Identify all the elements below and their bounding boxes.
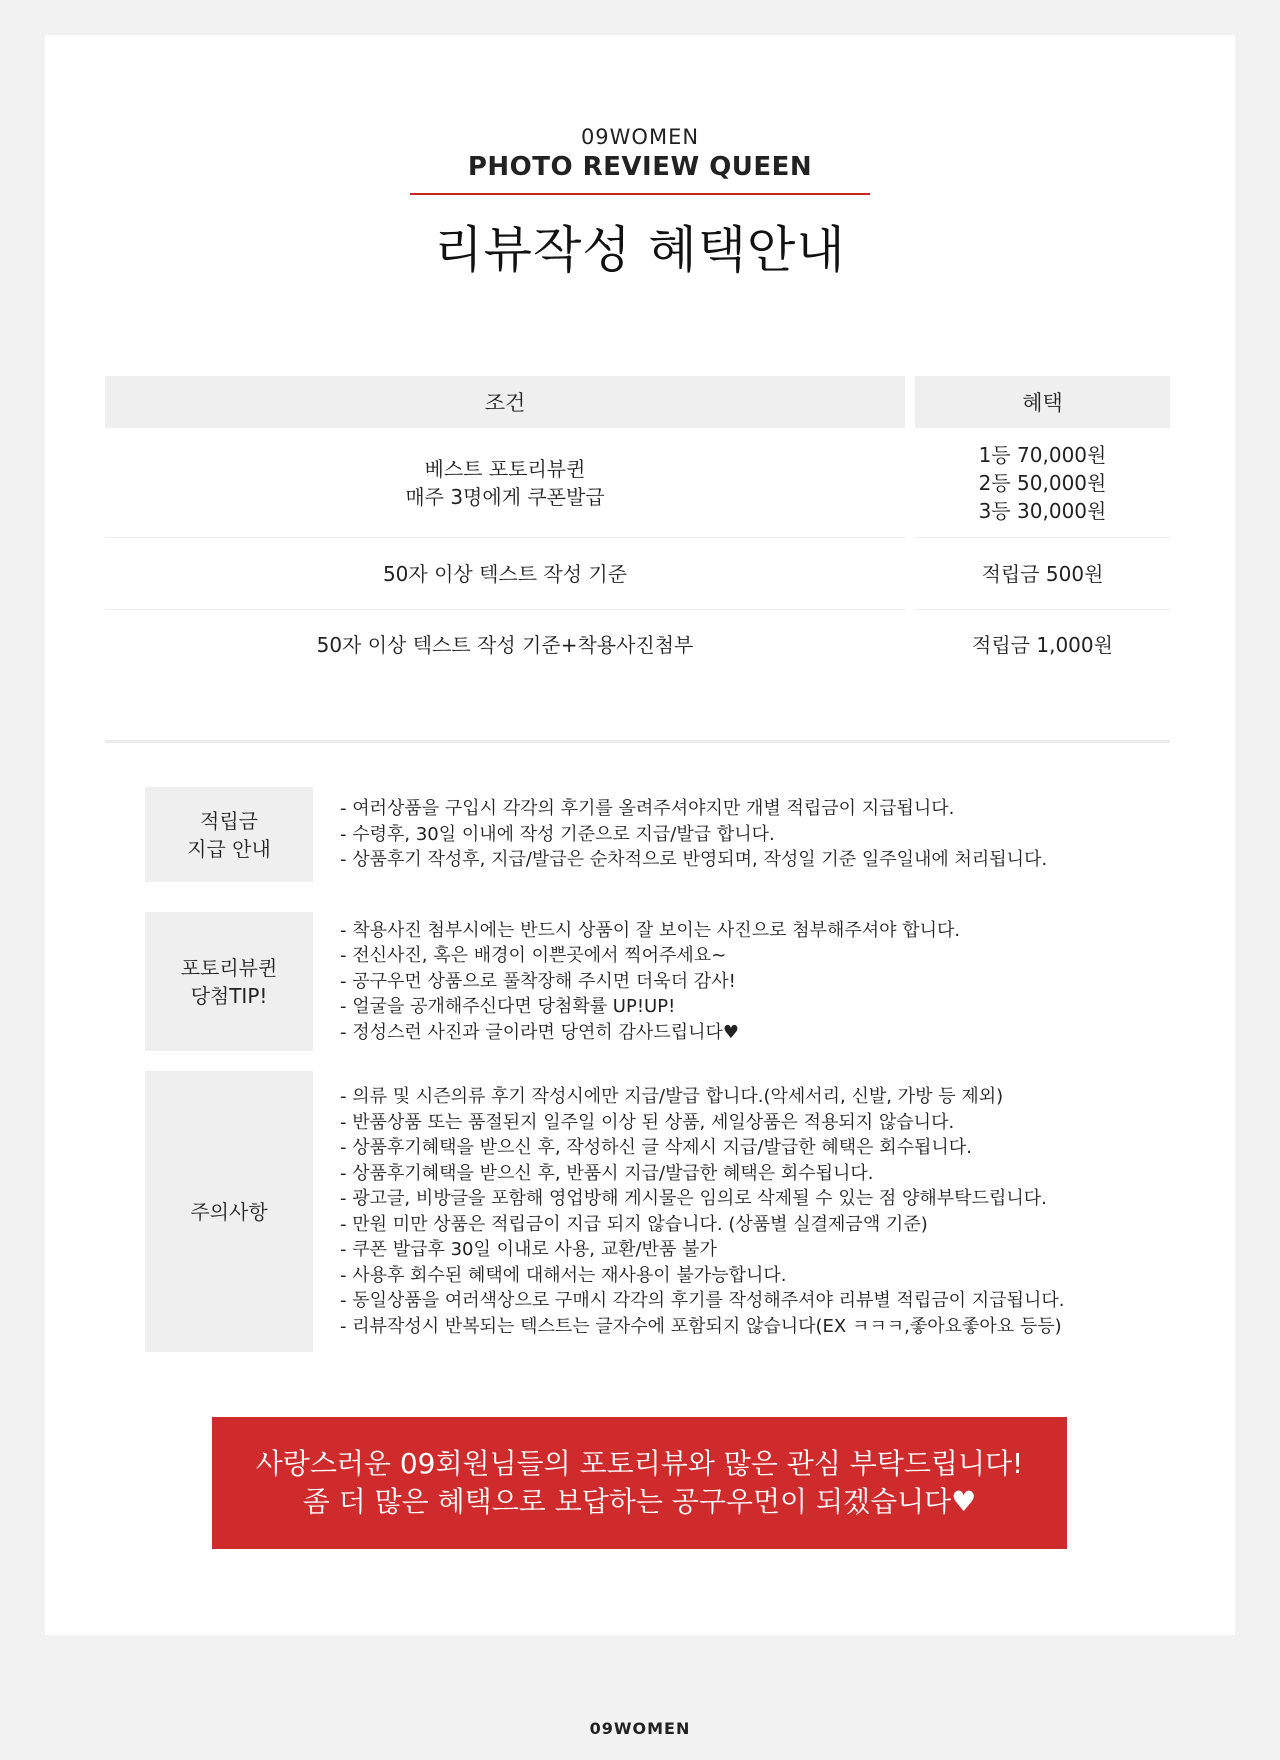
title-divider: [410, 193, 870, 195]
label-line: 주의사항: [190, 1199, 268, 1224]
cell-line: 매주 3명에게 쿠폰발급: [405, 484, 605, 509]
label-line: 지급 안내: [187, 836, 271, 861]
list-item: - 공구우먼 상품으로 풀착장해 주시면 더욱더 감사!: [340, 970, 736, 992]
table-bottom-rule: [105, 740, 1170, 743]
list-item: - 수령후, 30일 이내에 작성 기준으로 지급/발급 합니다.: [340, 823, 775, 845]
list-item: - 전신사진, 혹은 배경이 이쁜곳에서 찍어주세요~: [340, 945, 727, 967]
footer-brand: 09WOMEN: [589, 1719, 691, 1738]
cell-line: 적립금 1,000원: [972, 633, 1113, 657]
cell-line: 적립금 500원: [981, 561, 1104, 586]
list-item: - 상품후기혜택을 받으신 후, 반품시 지급/발급한 혜택은 회수됩니다.: [340, 1162, 874, 1184]
banner-line: 좀 더 많은 혜택으로 보답하는 공구우먼이 되겠습니다♥: [302, 1485, 977, 1518]
list-item: - 쿠폰 발급후 30일 이내로 사용, 교환/반품 불가: [340, 1239, 717, 1260]
table-cell-condition: [105, 428, 905, 537]
banner-line: 사랑스러운 09회원님들의 포토리뷰와 많은 관심 부탁드립니다!: [255, 1447, 1024, 1480]
table-cell-condition: [105, 538, 905, 609]
thank-you-banner: [212, 1417, 1067, 1549]
list-item: - 광고글, 비방글을 포함해 영업방해 게시물은 임의로 삭제될 수 있는 점 양해부탁드립니다.: [340, 1188, 1047, 1209]
table-header-condition: 조건: [105, 376, 905, 428]
list-item: - 상품후기 작성후, 지급/발급은 순차적으로 반영되며, 작성일 기준 일주일내에 처리됩니다.: [340, 849, 1048, 871]
section-items: [340, 912, 1145, 1051]
cell-line: 1등 70,000원: [978, 442, 1107, 467]
section-label: [145, 912, 313, 1051]
list-item: - 리뷰작성시 반복되는 텍스트는 글자수에 포함되지 않습니다(EX ㅋㅋㅋ,좋아요좋아요 등등): [340, 1315, 1062, 1337]
cell-line: 50자 이상 텍스트 작성 기준: [382, 561, 628, 586]
list-item: - 얼굴을 공개해주신다면 당첨확률 UP!UP!: [340, 996, 676, 1018]
list-item: - 사용후 회수된 혜택에 대해서는 재사용이 불가능합니다.: [340, 1264, 787, 1286]
brand-name: 09WOMEN: [580, 125, 700, 149]
list-item: - 만원 미만 상품은 적립금이 지급 되지 않습니다. (상품별 실결제금액 기준): [340, 1213, 928, 1235]
page-title: 리뷰작성 혜택안내: [434, 221, 846, 279]
table-cell-benefit: [915, 610, 1170, 680]
label-line: 적립금: [200, 808, 258, 833]
cell-line: 50자 이상 텍스트 작성 기준+착용사진첨부: [316, 633, 694, 657]
section-notice: [145, 1071, 1145, 1352]
list-item: - 착용사진 첨부시에는 반드시 상품이 잘 보이는 사진으로 첨부해주셔야 합니다.: [340, 919, 961, 941]
section-point-payment: [145, 787, 1145, 882]
list-item: - 여러상품을 구입시 각각의 후기를 올려주셔야지만 개별 적립금이 지급됩니다.: [340, 798, 955, 820]
table-cell-benefit: [915, 428, 1170, 537]
list-item: - 의류 및 시즌의류 후기 작성시에만 지급/발급 합니다.(악세서리, 신발, 가방 등 제외): [340, 1086, 1004, 1107]
cell-line: 2등 50,000원: [978, 470, 1107, 495]
review-benefit-card: [45, 35, 1235, 1635]
section-photo-review-tip: [145, 912, 1145, 1051]
section-label: [145, 787, 313, 882]
table-cell-benefit: [915, 538, 1170, 609]
table-cell-condition: [105, 610, 905, 680]
list-item: - 상품후기혜택을 받으신 후, 작성하신 글 삭제시 지급/발급한 혜택은 회수됩니다.: [340, 1137, 972, 1158]
list-item: - 반품상품 또는 품절된지 일주일 이상 된 상품, 세일상품은 적용되지 않습니다.: [340, 1111, 955, 1133]
table-row: [105, 428, 1170, 537]
page-subtitle: PHOTO REVIEW QUEEN: [467, 152, 813, 182]
section-items: [340, 787, 1145, 882]
list-item: - 동일상품을 여러색상으로 구매시 각각의 후기를 작성해주셔야 리뷰별 적립금이 지급됩니다.: [340, 1290, 1065, 1311]
label-line: 포토리뷰퀸: [180, 955, 278, 980]
table-header-benefit: 혜택: [915, 376, 1170, 428]
cell-line: 3등 30,000원: [978, 498, 1107, 523]
section-label: [145, 1071, 313, 1352]
section-items: [340, 1071, 1145, 1352]
table-row: [105, 538, 1170, 609]
list-item: - 정성스런 사진과 글이라면 당연히 감사드립니다♥: [340, 1021, 739, 1043]
label-line: 당첨TIP!: [190, 983, 268, 1008]
cell-line: 베스트 포토리뷰퀸: [424, 456, 586, 481]
table-row: [105, 610, 1170, 680]
